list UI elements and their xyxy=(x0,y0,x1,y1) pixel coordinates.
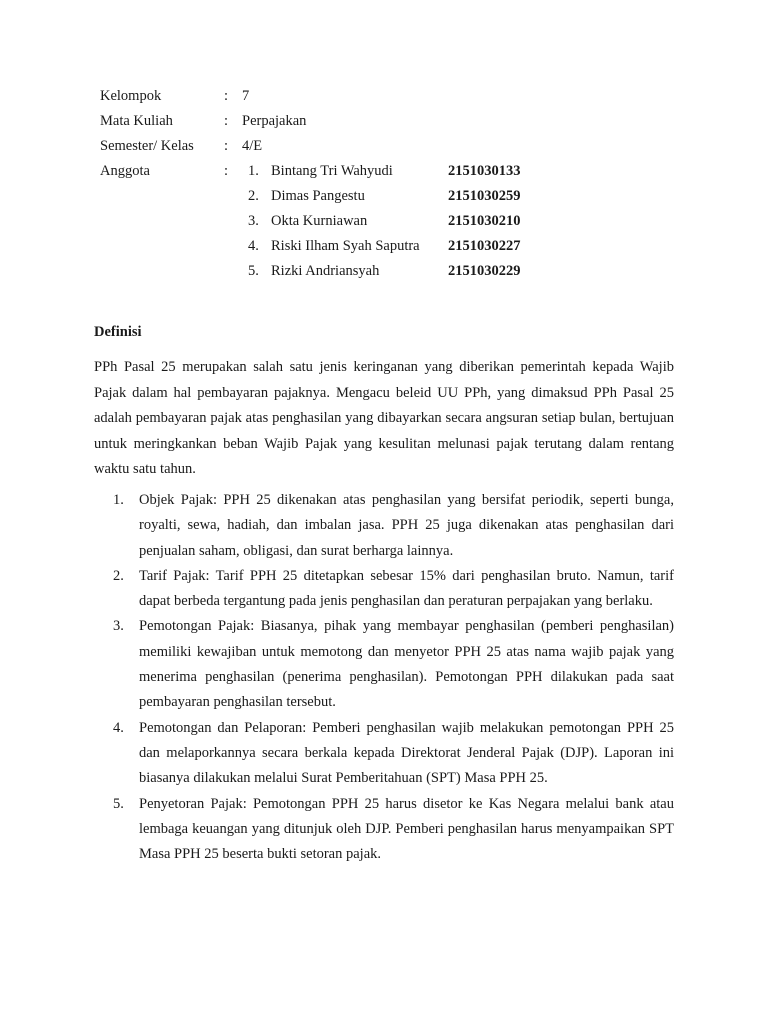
info-colon: : xyxy=(224,113,229,129)
info-colon: : xyxy=(224,163,229,179)
info-row-mata-kuliah xyxy=(100,109,680,134)
list-item-text: Tarif Pajak: Tarif PPH 25 ditetapkan sebesar 15% dari penghasilan bruto. Namun, tarif dapat berbeda tergantung pada jenis penghasilan dan peraturan perpajakan yang berlaku. xyxy=(139,567,674,610)
list-item-text: Penyetoran Pajak: Pemotongan PPH 25 harus disetor ke Kas Negara melalui bank atau lembaga keuangan yang ditunjuk oleh DJP. Pemberi penghasilan harus menyampaikan SPT Masa PPH 25 beserta bukti setoran pajak. xyxy=(139,795,674,863)
info-value: Perpajakan xyxy=(242,113,307,129)
member-nim: 2151030259 xyxy=(448,188,521,204)
member-nim: 2151030210 xyxy=(448,213,521,229)
list-item-number: 1. xyxy=(113,492,124,508)
info-label: Mata Kuliah xyxy=(100,113,173,129)
list-item xyxy=(94,716,674,792)
list-item-text: Objek Pajak: PPH 25 dikenakan atas penghasilan yang bersifat periodik, seperti bunga, royalti, sewa, hadiah, dan imbalan jasa. PPH 25 juga dikenakan atas penghasilan dari penjualan saham, obligasi, dan surat berharga lainnya. xyxy=(139,492,674,559)
list-item xyxy=(94,614,674,715)
member-nim: 2151030227 xyxy=(448,238,521,254)
member-number: 2. xyxy=(248,188,259,204)
member-number: 3. xyxy=(248,213,259,229)
member-row xyxy=(100,159,680,184)
member-name: Bintang Tri Wahyudi xyxy=(271,163,393,179)
group-info-table xyxy=(100,84,680,284)
member-nim: 2151030133 xyxy=(448,163,521,179)
list-item-number: 3. xyxy=(113,618,124,635)
members-label: Anggota xyxy=(100,163,150,179)
info-row-kelompok xyxy=(100,84,680,109)
section-heading: Definisi xyxy=(94,324,142,340)
list-item xyxy=(94,564,674,615)
list-item-text: Pemotongan Pajak: Biasanya, pihak yang membayar penghasilan (pemberi penghasilan) memiliki kewajiban untuk memotong dan menyetor PPH 25 atas nama wajib pajak yang menerima penghasilan (penerima penghasilan). Pemotongan PPH dilakukan pada saat pembayaran penghasilan tersebut. xyxy=(139,618,674,711)
member-number: 5. xyxy=(248,263,259,279)
member-number: 1. xyxy=(248,163,259,179)
info-row-semester-kelas xyxy=(100,134,680,159)
member-number: 4. xyxy=(248,238,259,254)
list-item xyxy=(94,792,674,868)
member-row xyxy=(100,209,680,234)
member-name: Okta Kurniawan xyxy=(271,213,368,229)
list-item-number: 5. xyxy=(113,795,124,812)
info-label: Semester/ Kelas xyxy=(100,138,194,154)
numbered-list xyxy=(94,488,674,867)
member-name: Rizki Andriansyah xyxy=(271,263,380,279)
member-row xyxy=(100,259,680,284)
member-row xyxy=(100,234,680,259)
info-value: 7 xyxy=(242,88,250,104)
list-item-number: 2. xyxy=(113,567,124,584)
info-colon: : xyxy=(224,88,229,104)
list-item xyxy=(94,488,674,564)
member-name: Riski Ilham Syah Saputra xyxy=(271,238,420,254)
member-row xyxy=(100,184,680,209)
member-nim: 2151030229 xyxy=(448,263,521,279)
info-value: 4/E xyxy=(242,138,263,154)
info-colon: : xyxy=(224,138,229,154)
definition-paragraph: PPh Pasal 25 merupakan salah satu jenis keringanan yang diberikan pemerintah kepada Wajib Pajak dalam hal pembayaran pajaknya. Mengacu beleid UU PPh, yang dimaksud PPh Pasal 25 adalah pembayaran pajak atas penghasilan yang dibayarkan secara angsuran setiap bulan, bertujuan untuk meringkankan beban Wajib Pajak yang kesulitan melunasi pajak terutang dalam rentang waktu satu tahun. xyxy=(94,359,674,477)
member-name: Dimas Pangestu xyxy=(271,188,365,204)
list-item-text: Pemotongan dan Pelaporan: Pemberi penghasilan wajib melakukan pemotongan PPH 25 dan melaporkannya secara berkala kepada Direktorat Jenderal Pajak (DJP). Laporan ini biasanya dilakukan melalui Surat Pemberitahuan (SPT) Masa PPH 25. xyxy=(139,719,674,787)
list-item-number: 4. xyxy=(113,719,124,736)
info-label: Kelompok xyxy=(100,88,162,104)
